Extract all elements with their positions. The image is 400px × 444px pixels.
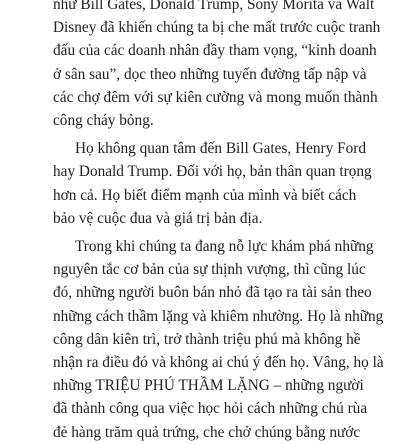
text-line: những TRIỆU PHÚ THẦM LẶNG – những người bbox=[53, 377, 364, 395]
text-line: công cháy bỏng. bbox=[53, 112, 154, 130]
paragraph-1 bbox=[53, 0, 381, 132]
text-line: Họ không quan tâm đến Bill Gates, Henry Ford bbox=[75, 140, 367, 158]
text-line: nhận ra điều đó và không ai chú ý đến họ. Vâng, họ là bbox=[53, 354, 384, 372]
text-line: đó, những người buôn bán nhỏ đã tạo ra tài sản theo bbox=[53, 284, 372, 302]
text-line: hơn cả. Họ biết điểm mạnh của mình và biết cách bbox=[53, 186, 357, 204]
body-text bbox=[53, 0, 384, 444]
paragraph-3 bbox=[53, 235, 384, 444]
text-line: ở sân sau”, dọc theo những tuyến đường tấp nập và bbox=[53, 65, 367, 83]
text-line: nguyên tắc cơ bản của sự thịnh vượng, thì cũng lúc bbox=[53, 261, 366, 279]
text-line: Trong khi chúng ta đang nỗ lực khám phá những bbox=[75, 238, 374, 256]
text-line: đấu của các doanh nhân đầy tham vọng, “kinh doanh bbox=[53, 42, 377, 60]
text-line: công dân kiên trì, trở thành triệu phú mà không hề bbox=[53, 330, 361, 348]
text-line: bảo vệ cuộc đua và giá trị bản địa. bbox=[53, 209, 263, 227]
text-line: đã thành công qua việc học hỏi cách những chú rùa bbox=[53, 400, 368, 418]
text-line: như Bill Gates, Donald Trump, Sony Morita và Walt bbox=[53, 0, 375, 13]
paragraph-2 bbox=[53, 137, 372, 230]
text-line: các chợ đêm với sự kiên cường và mong muốn thành bbox=[53, 88, 378, 106]
text-line: Disney đã khiến chúng ta bị che mất trước cuộc tranh bbox=[53, 19, 381, 37]
text-line: hay Donald Trump. Đối với họ, bản thân quan trọng bbox=[53, 163, 372, 181]
text-line: những cách thầm lặng và khiêm nhường. Họ là những bbox=[53, 307, 384, 325]
text-line: đẻ hàng trăm quả trứng, che chở chúng bằng nước bbox=[53, 423, 361, 441]
